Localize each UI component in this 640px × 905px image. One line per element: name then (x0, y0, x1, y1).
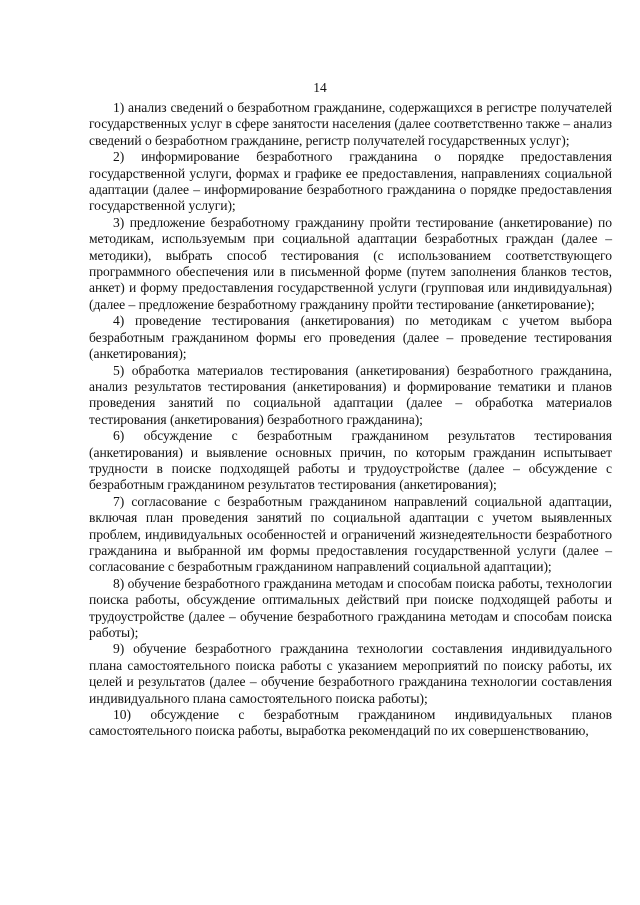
paragraph-5: 5) обработка материалов тестирования (анкетирования) безработного гражданина, анализ результатов тестирования (анкетирования) и формирование тематики и планов проведения занятий по социальной адаптации (далее – обработка материалов тестирования (анкетирования) безработного гражданина); (89, 362, 612, 427)
paragraph-7: 7) согласование с безработным гражданином направлений социальной адаптации, включая план проведения занятий по социальной адаптации с учетом выявленных проблем, индивидуальных особенностей и ограничений жизнедеятельности безработного гражданина и выбранной им формы предоставления государственной услуги (далее – согласование с безработным гражданином направлений социальной адаптации); (89, 493, 612, 575)
document-body (89, 100, 612, 740)
paragraph-2: 2) информирование безработного гражданина о порядке предоставления государственной услуги, формах и графике ее предоставления, направлениях социальной адаптации (далее – информирование безработного гражданина о порядке предоставления государственной услуги); (89, 149, 612, 214)
paragraph-1: 1) анализ сведений о безработном гражданине, содержащихся в регистре получателей государственных услуг в сфере занятости населения (далее соответственно также – анализ сведений о безработном гражданине, регистр получателей государственных услуг); (89, 100, 612, 148)
paragraph-10: 10) обсуждение с безработным гражданином индивидуальных планов самостоятельного поиска работы, выработка рекомендаций по их совершенствованию, (89, 707, 612, 739)
page-number: 14 (313, 80, 327, 95)
paragraph-9: 9) обучение безработного гражданина технологии составления индивидуального плана самостоятельного поиска работы с указанием мероприятий по поиску работы, их целей и результатов (далее – обучение безработного гражданина технологии составления индивидуального плана самостоятельного поиска работы); (89, 641, 612, 706)
paragraph-6: 6) обсуждение с безработным гражданином результатов тестирования (анкетирования) и выявление основных причин, по которым гражданин испытывает трудности в поиске подходящей работы и трудоустройстве (далее – обсуждение с безработным гражданином результатов тестирования (анкетирования); (89, 428, 612, 493)
paragraph-3: 3) предложение безработному гражданину пройти тестирование (анкетирование) по методикам, используемым при социальной адаптации безработных граждан (далее – методики), выбрать способ тестирования (с использованием соответствующего программного обеспечения или в письменной форме (путем заполнения бланков тестов, анкет) и форму предоставления государственной услуги (групповая или индивидуальная) (далее – предложение безработному гражданину пройти тестирование (анкетирование); (89, 214, 612, 312)
paragraph-4: 4) проведение тестирования (анкетирования) по методикам с учетом выбора безработным гражданином формы его проведения (далее – проведение тестирования (анкетирования); (89, 313, 612, 362)
paragraph-8: 8) обучение безработного гражданина методам и способам поиска работы, технологии поиска работы, обсуждение оптимальных действий при поиске подходящей работы и трудоустройстве (далее – обучение безработного гражданина методам и способам поиска работы); (89, 575, 612, 640)
